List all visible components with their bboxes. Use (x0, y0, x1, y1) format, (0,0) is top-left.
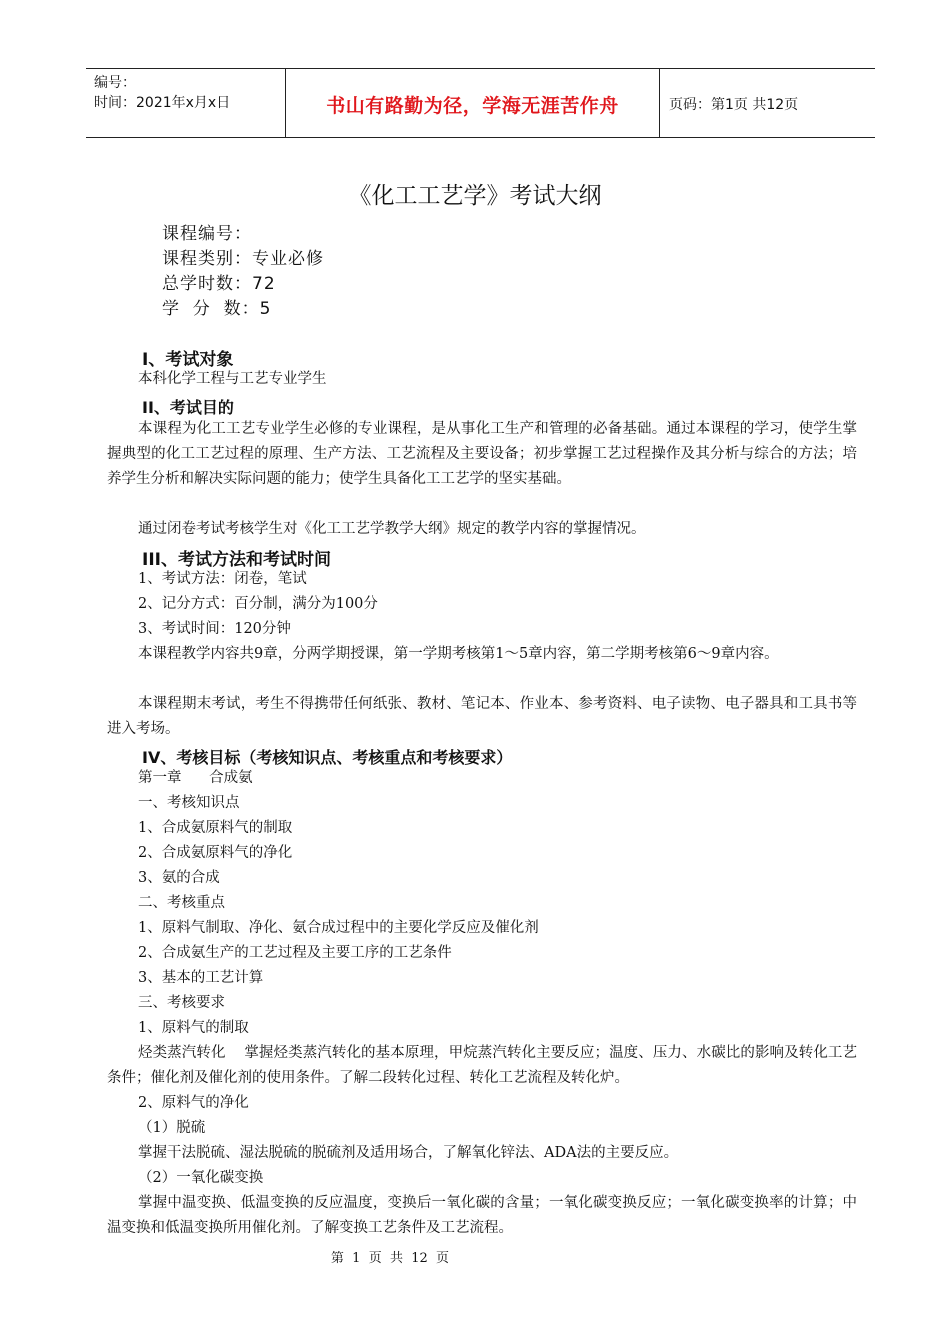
list-item: 3、考试时间：120分钟 (138, 621, 291, 637)
section-heading-4: IV、考核目标（考核知识点、考核重点和考核要求） (142, 748, 513, 767)
document-title: 《化工工艺学》考试大纲 (348, 183, 602, 209)
requirement-paragraph: 掌握干法脱硫、湿法脱硫的脱硫剂及适用场合，了解氧化锌法、ADA法的主要反应。 (138, 1145, 679, 1161)
info-total-hours: 总学时数：72 (162, 274, 276, 294)
header-code-label: 编号： (94, 75, 136, 91)
info-credits: 学 分 数：5 (162, 299, 272, 319)
list-item: 3、基本的工艺计算 (138, 970, 264, 986)
info-course-type: 课程类别：专业必修 (162, 249, 324, 269)
section-heading-2: II、考试目的 (142, 398, 234, 417)
section-3-paragraph-1: 本课程教学内容共9章，分两学期授课，第一学期考核第1～5章内容，第二学期考核第6～9章内容。 (138, 646, 779, 662)
requirement-heading: 1、原料气的制取 (138, 1020, 249, 1036)
requirement-heading: 2、原料气的净化 (138, 1095, 249, 1111)
page-footer: 第 1 页 共 12 页 (330, 1251, 450, 1266)
header-divider (659, 69, 660, 137)
header-motto: 书山有路勤为径，学海无涯苦作舟 (326, 95, 619, 117)
list-item: 2、记分方式：百分制，满分为100分 (138, 596, 378, 612)
header-page-info: 页码：第1页 共12页 (669, 97, 799, 113)
list-item: 3、氨的合成 (138, 870, 220, 886)
list-item: 1、考试方法：闭卷，笔试 (138, 571, 307, 587)
section-2-paragraph-1: 本课程为化工工艺专业学生必修的专业课程，是从事化工生产和管理的必备基础。通过本课程的学习，使学生掌握典型的化工工艺过程的原理、生产方法、工艺流程及主要设备；初步掌握工艺过程操作及其分析与综合的方法；培养学生分析和解决实际问题的能力；使学生具备化工工艺学的坚实基础。 (107, 421, 857, 487)
page-header (86, 68, 875, 138)
info-course-code: 课程编号： (162, 224, 252, 244)
section-3-paragraph-2: 本课程期末考试，考生不得携带任何纸张、教材、笔记本、作业本、参考资料、电子读物、电子器具和工具书等进入考场。 (107, 696, 857, 737)
subsection-heading: 二、考核重点 (138, 895, 225, 911)
header-time: 时间：2021年x月x日 (94, 95, 231, 111)
list-item: 2、合成氨原料气的净化 (138, 845, 293, 861)
subsection-heading: 三、考核要求 (138, 995, 225, 1011)
section-heading-1: I、考试对象 (142, 350, 234, 370)
section-heading-3: III、考试方法和考试时间 (142, 550, 331, 570)
subsection-heading: 一、考核知识点 (138, 795, 240, 811)
section-2-paragraph-2: 通过闭卷考试考核学生对《化工工艺学教学大纲》规定的教学内容的掌握情况。 (138, 521, 646, 537)
requirement-subheading: （1）脱硫 (138, 1120, 206, 1136)
requirement-paragraph: 烃类蒸汽转化 掌握烃类蒸汽转化的基本原理，甲烷蒸汽转化主要反应；温度、压力、水碳比的影响及转化工艺条件；催化剂及催化剂的使用条件。了解二段转化过程、转化工艺流程及转化炉。 (107, 1045, 857, 1086)
requirement-paragraph: 掌握中温变换、低温变换的反应温度，变换后一氧化碳的含量；一氧化碳变换反应；一氧化碳变换率的计算；中温变换和低温变换所用催化剂。了解变换工艺条件及工艺流程。 (107, 1195, 857, 1236)
chapter-heading: 第一章 合成氨 (138, 770, 253, 786)
header-meta (94, 73, 284, 113)
requirement-subheading: （2）一氧化碳变换 (138, 1170, 264, 1186)
list-item: 1、原料气制取、净化、氨合成过程中的主要化学反应及催化剂 (138, 920, 539, 936)
list-item: 2、合成氨生产的工艺过程及主要工序的工艺条件 (138, 945, 452, 961)
list-item: 1、合成氨原料气的制取 (138, 820, 293, 836)
section-1-text: 本科化学工程与工艺专业学生 (138, 371, 327, 387)
